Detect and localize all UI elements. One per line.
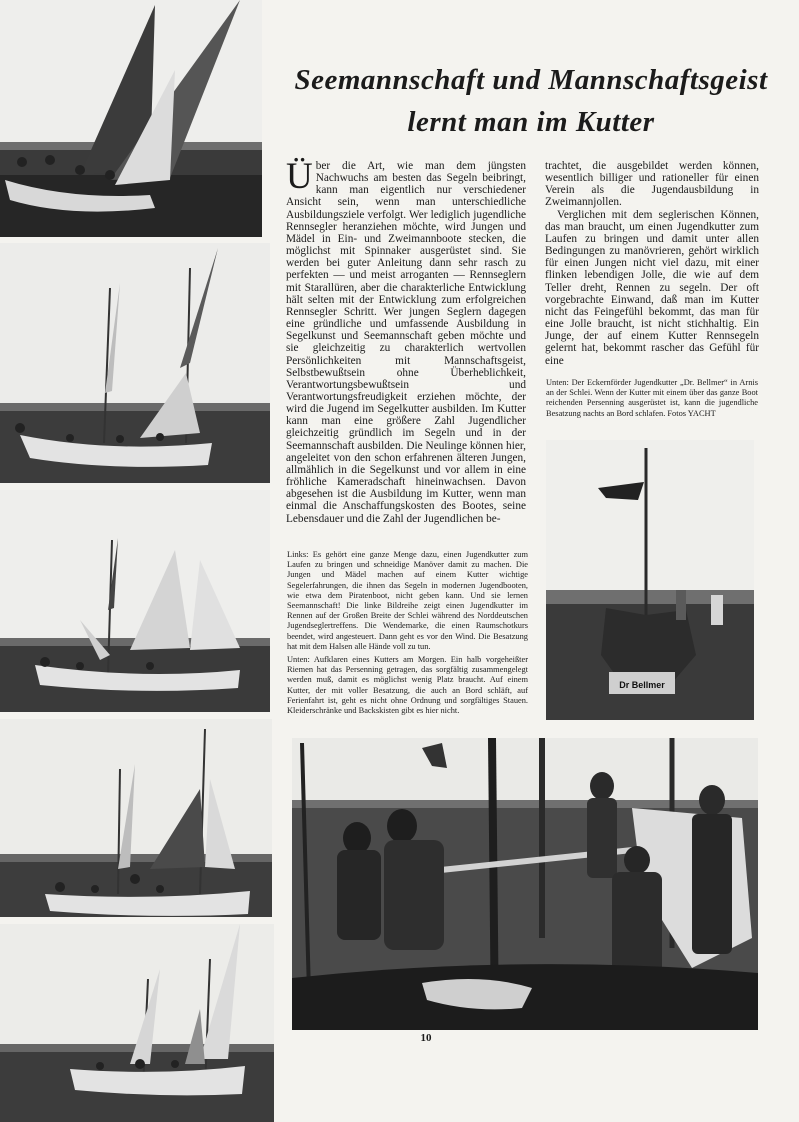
article-column-2 <box>545 160 759 367</box>
article-subtitle: lernt man im Kutter <box>407 106 655 138</box>
boat-name-label: Dr Bellmer <box>619 680 665 690</box>
caption-unten-text: Unten: Aufklaren eines Kutters am Morgen. Ein halb vorgeheißter Riemen hat das Persenning getragen, das sorgfältig zusammengelegt werden muß, damit es möglichst wenig Platz braucht. Auf einem Kutter, der mit voller Besatzung, die auch an Bord schläft, auf Ferienfahrt ist, geht es nicht ohne Ordnung und sorgfältiges Stauen. Kleiderschränke und Backskisten gibt es hier nicht. <box>287 655 528 716</box>
caption-docked-cutter <box>546 378 758 422</box>
photo-cutter-two-sails <box>0 243 270 483</box>
column-2-paragraph-1: trachtet, die ausgebildet werden können, wesentlich billiger und rationeller für einen Verein als die Jugendausbildung in Zweimannjollen. <box>545 160 759 209</box>
column-1-text: ber die Art, wie man dem jüngsten Nachwuchs am besten das Segeln beibringt, kann man eigentlich nur verschiedener Ansicht sein, wenn man unterschiedliche Ausbildungsziele verfolgt. Wer lediglich jugendliche Rennsegler heranziehen möchte, wird Jungen und Mädel in Ein- und Zweimannboote stecken, die möglichst mit Spinnaker ausgerüstet sind. Sie werden bei guter Anleitung dann sehr rasch zu perfekten — und meist arroganten — Rennseglern mit Starallüren, aber die charakterliche Entwicklung hält selten mit der Entwicklung zum erfolgreichen Rennsegler Schritt. Wer jungen Seglern dagegen eine gründliche und umfassende Ausbildung in Segelkunst und Seemannschaft geben möchte und sie gleichzeitig zu charakterlich wertvollen Persönlichkeiten mit Mannschaftsgeist, Selbstbewußtsein ohne Überheblichkeit, Verantwortungsbewußtsein und Verantwortungsfreudigkeit erziehen möchte, der wird die Jugend im Segelkutter ausbilden. Im Kutter kann man eine größere Zahl Jugendlicher gleichzeitig gründlich im Segeln und in der Seemannschaft ausbilden. Die Neulinge können hier, angeleitet von den schon erfahrenen älteren Jungen, allmählich in die Segelkunst und vor allem in eine fröhliche Kameradschaft hineinwachsen. Davon abgesehen ist die Ausbildung im Kutter, wenn man einmal die Anschaffungskosten des Bootes, seine Lebensdauer und die Zahl der Jugendlichen be- <box>286 160 526 525</box>
caption-left-photos <box>287 550 528 719</box>
photo-cutter-rounding-mark <box>0 490 270 712</box>
article-title: Seemannschaft und Mannschaftsgeist <box>294 64 768 96</box>
photo-cutter-heeling <box>0 0 262 237</box>
column-2-paragraph-2: Verglichen mit dem seglerischen Können, das man braucht, um einen Jugendkutter zum Laufen zu bringen und damit unter allen Bedingungen zu manövrieren, gehört wirklich für einen Jungen nicht viel dazu, mit einer flinken lebendigen Jolle, die wie auf dem Teller dreht, Rennen zu segeln. Der oft vorgebrachte Einwand, daß man im Kutter nicht das Feingefühl bekommt, das man für eine Jolle braucht, ist nicht stichhaltig. Ein Junge, der auf einem Kutter Rennsegeln gelernt hat, bekommt rascher das Gefühl für eine <box>545 208 759 367</box>
caption-docked-cutter-text: Unten: Der Eckernförder Jugendkutter „Dr. Bellmer“ in Arnis an der Schlei. Wenn der Kutter mit einem über das ganze Boot reichenden Persenning ausgerüstet ist, kann die jugendliche Besatzung nachts an Bord schlafen. Fotos YACHT <box>546 378 758 418</box>
photo-docked-cutter <box>546 440 754 720</box>
drop-cap: Ü <box>286 156 313 197</box>
photo-cutter-downwind <box>0 924 274 1122</box>
photo-cutter-running <box>0 719 272 917</box>
article-column-1 <box>286 156 526 525</box>
page-number: 10 <box>420 1032 432 1044</box>
caption-links-text: Links: Es gehört eine ganze Menge dazu, einen Jugendkutter zum Laufen zu bringen und schneidige Manöver damit zu machen. Die Jungen und Mädel machen auf einem Kutter wichtige Segelerfahrungen, die ihnen das Segeln in modernen Jugendbooten, wie etwa dem Piratenboot, nicht geben kann. Und sie lernen Seemannschaft! Die linke Bildreihe zeigt einen Jugendkutter im Rennen auf der Großen Breite der Schlei während des Norddeutschen Jugendseglertreffens. Die Wendemarke, die einen Raumschotkurs beendet, wird angesteuert. Dann geht es vor den Wind. Die Besatzung hat mit dem Halsen alle Hände voll zu tun. <box>287 550 528 651</box>
photo-crew-stowing-cover <box>292 738 758 1030</box>
